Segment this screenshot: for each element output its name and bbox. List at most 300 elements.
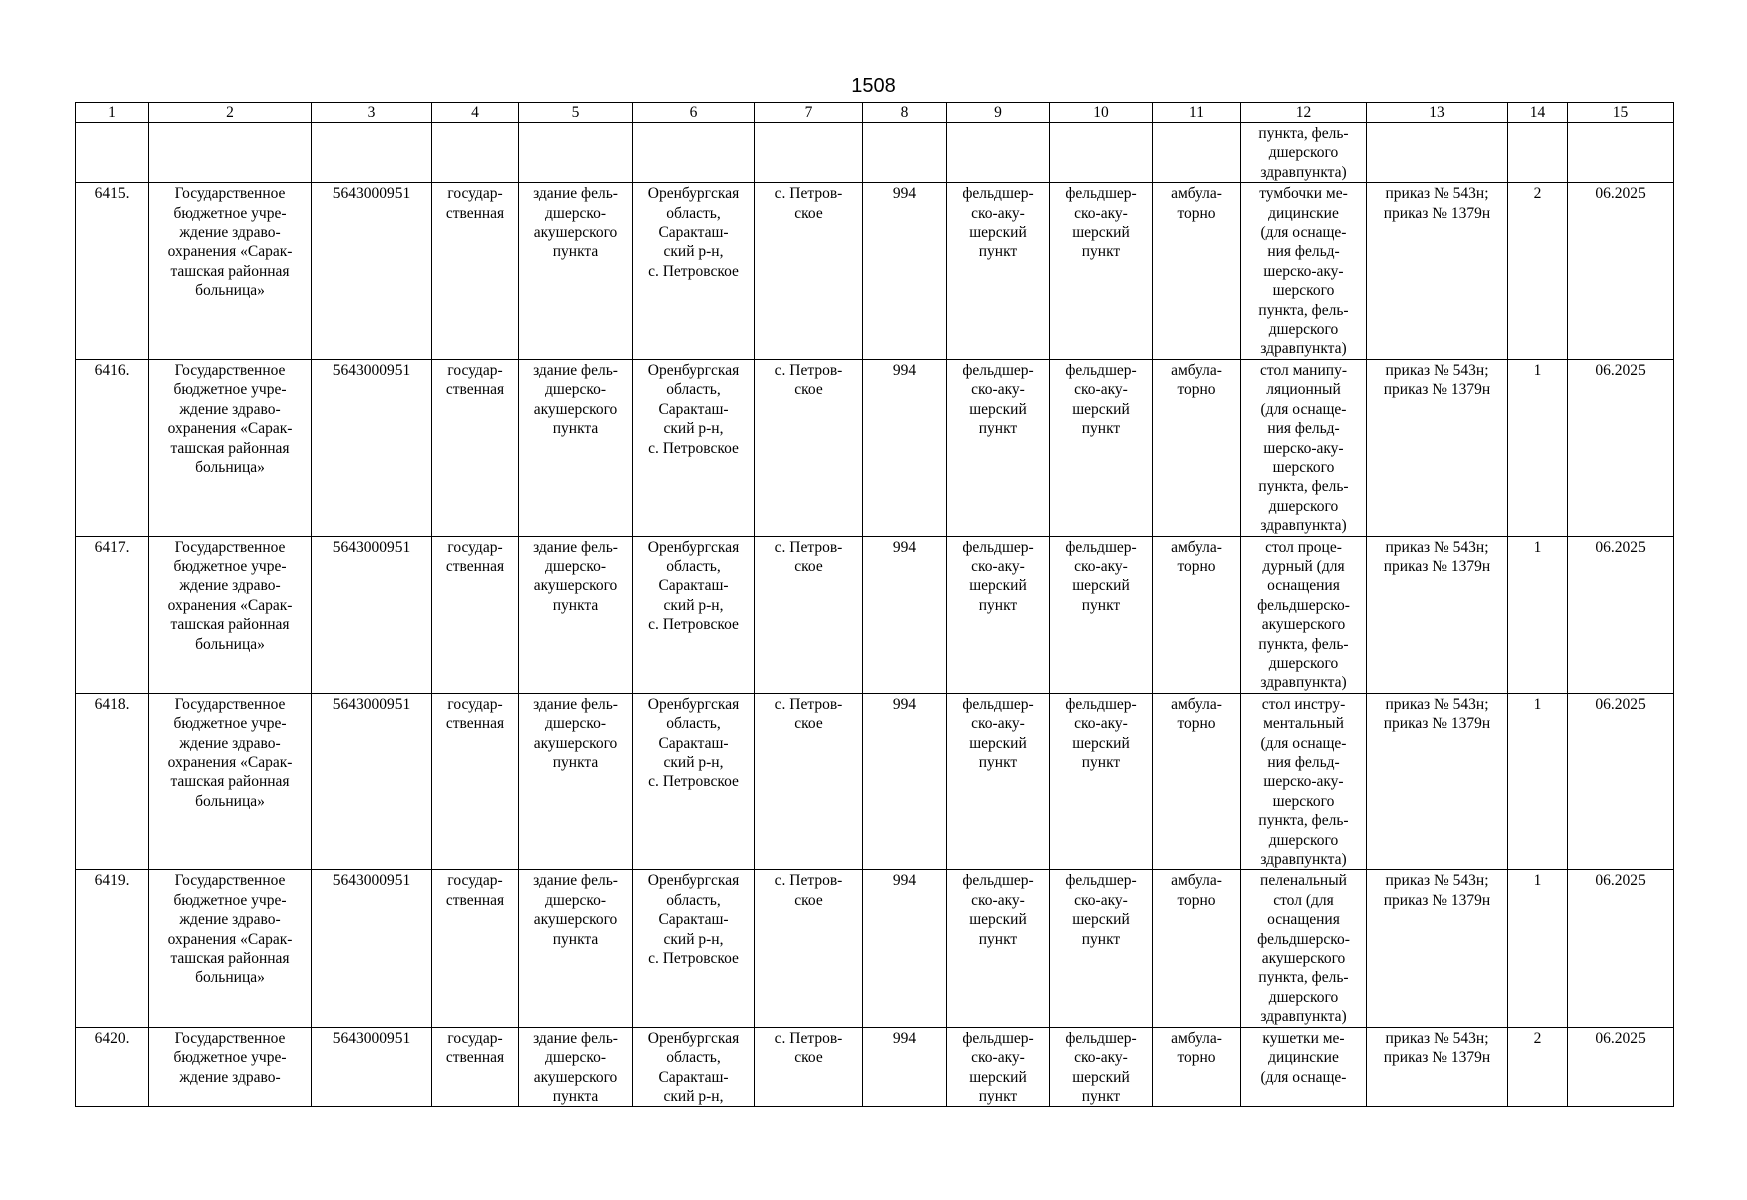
cell-text-line: ждение здраво- [179, 400, 281, 418]
cell-text-line: 06.2025 [1595, 185, 1646, 203]
cell-text-line: ментальный [1263, 715, 1344, 733]
cell-code [863, 693, 947, 870]
cell-text-line: область, [666, 557, 721, 575]
cell-facility-type [947, 183, 1050, 360]
cell-care-form [1153, 536, 1241, 693]
cell-facility-type [947, 870, 1050, 1027]
cell-text-line: 06.2025 [1595, 872, 1646, 890]
cell-ownership [432, 870, 519, 1027]
cell-inn [312, 536, 432, 693]
cell-text-line: охранения «Сарак- [167, 420, 293, 438]
cell-text-line: ско-аку- [1074, 715, 1128, 733]
cell-text-line: шерский [1072, 577, 1130, 595]
cell-text-line: Саракташ- [658, 911, 729, 929]
cell-text-line: шерский [969, 734, 1027, 752]
cell-text-line: область, [666, 204, 721, 222]
header-cell-11: 11 [1153, 103, 1241, 123]
cell-text-line: амбула- [1171, 185, 1222, 203]
cell-address [633, 1027, 755, 1107]
cell-organization [149, 1027, 312, 1107]
cell-text-line: здравпункта) [1260, 517, 1347, 535]
cell-text-line: фельдшерско- [1257, 596, 1350, 614]
cell-text-line: пункта, фель- [1258, 125, 1349, 142]
cell-code [863, 183, 947, 360]
cell-text-line: с. Петровское [648, 262, 739, 280]
cell-text-line: торно [1177, 715, 1216, 733]
cell-text-line: Саракташ- [658, 577, 729, 595]
cell-text-line: ташская районная [170, 262, 290, 280]
cell-text-line: фельдшер- [962, 361, 1034, 379]
cell-building [519, 693, 633, 870]
cell-code [863, 123, 947, 183]
cell-care-form [1153, 359, 1241, 536]
cell-equipment [1241, 536, 1367, 693]
cell-text-line: пункта, фель- [1258, 635, 1349, 653]
cell-text-line: 6417. [94, 538, 130, 556]
cell-text-line: фельдшер- [1065, 361, 1137, 379]
cell-order [1367, 870, 1508, 1027]
cell-text-line: ское [794, 204, 823, 222]
cell-ownership [432, 1027, 519, 1107]
cell-text-line: Государственное [174, 185, 286, 203]
cell-text-line: здание фель- [533, 872, 618, 890]
table-row [76, 183, 1674, 360]
cell-text-line: акушерского [1261, 950, 1346, 968]
cell-equipment [1241, 359, 1367, 536]
cell-equipment [1241, 693, 1367, 870]
cell-text-line: Оренбургская [647, 185, 740, 203]
cell-text-line: ско-аку- [1074, 1049, 1128, 1067]
cell-text-line: 6420. [94, 1029, 130, 1047]
cell-text-line: Государственное [174, 538, 286, 556]
cell-text-line: ский р-н, [663, 754, 724, 771]
cell-text-line: ственная [445, 557, 505, 575]
cell-quantity [1508, 870, 1568, 1027]
cell-inn [312, 359, 432, 536]
cell-organization [149, 870, 312, 1027]
cell-text-line: приказ № 543н; [1385, 361, 1489, 379]
cell-text-line: (для оснаще- [1260, 400, 1347, 418]
cell-text-line: 994 [892, 1029, 917, 1047]
cell-text-line: ственная [445, 204, 505, 222]
cell-text-line: ляционный [1266, 381, 1341, 399]
cell-text-line: 2 [1533, 1029, 1542, 1047]
cell-date [1568, 693, 1674, 870]
table-row [76, 123, 1674, 183]
cell-text-line: область, [666, 1049, 721, 1067]
cell-text-line: дшерского [1268, 831, 1339, 849]
cell-text-line: кушетки ме- [1262, 1029, 1345, 1047]
cell-text-line: 06.2025 [1595, 361, 1646, 379]
cell-text-line: с. Петров- [774, 185, 843, 203]
cell-text-line: фельдшер- [962, 695, 1034, 713]
cell-ownership [432, 536, 519, 693]
cell-text-line: шерский [969, 224, 1027, 242]
cell-text-line: акушерского [533, 911, 618, 929]
cell-text-line: пункта, фель- [1258, 812, 1349, 830]
cell-quantity [1508, 123, 1568, 183]
cell-text-line: приказ № 543н; [1385, 695, 1489, 713]
cell-text-line: ждение здраво- [179, 911, 281, 929]
cell-quantity [1508, 359, 1568, 536]
cell-inn [312, 870, 432, 1027]
table-row [76, 536, 1674, 693]
cell-text-line: 994 [892, 185, 917, 203]
cell-text-line: 1 [1533, 538, 1542, 556]
cell-facility-type [947, 1027, 1050, 1107]
cell-text-line: ско-аку- [1074, 204, 1128, 222]
cell-text-line: оснащения [1267, 577, 1340, 595]
cell-address [633, 536, 755, 693]
header-cell-6: 6 [633, 103, 755, 123]
cell-text-line: акушерского [533, 1068, 618, 1086]
cell-text-line: здравпункта) [1260, 1008, 1347, 1026]
cell-text-line: с. Петров- [774, 695, 843, 713]
cell-facility-type [947, 693, 1050, 870]
cell-unit-type [1050, 359, 1153, 536]
header-cell-13: 13 [1367, 103, 1508, 123]
cell-text-line: ско-аку- [1074, 891, 1128, 909]
cell-settlement [755, 183, 863, 360]
cell-number [76, 123, 149, 183]
cell-text-line: дшерско- [545, 715, 606, 733]
cell-text-line: ния фельд- [1267, 420, 1340, 438]
header-row [76, 103, 1674, 123]
cell-text-line: ния фельд- [1267, 754, 1340, 771]
header-cell-14: 14 [1508, 103, 1568, 123]
cell-text-line: фельдшер- [1065, 872, 1137, 890]
cell-text-line: охранения «Сарак- [167, 754, 293, 771]
cell-text-line: дшерско- [545, 557, 606, 575]
cell-text-line: ташская районная [170, 439, 290, 457]
cell-care-form [1153, 123, 1241, 183]
cell-text-line: фельдшер- [962, 538, 1034, 556]
cell-text-line: бюджетное учре- [173, 715, 287, 733]
cell-number [76, 359, 149, 536]
cell-text-line: пункта [552, 596, 599, 614]
cell-text-line: шерский [1072, 734, 1130, 752]
cell-text-line: ственная [445, 1049, 505, 1067]
cell-text-line: шерско-аку- [1263, 262, 1344, 280]
cell-number [76, 536, 149, 693]
table-row [76, 1027, 1674, 1107]
cell-text-line: Государственное [174, 361, 286, 379]
cell-text-line: 06.2025 [1595, 538, 1646, 556]
cell-text-line: амбула- [1171, 361, 1222, 379]
cell-text-line: дицинские [1268, 1049, 1339, 1067]
cell-text-line: ташская районная [170, 616, 290, 634]
cell-address [633, 693, 755, 870]
cell-text-line: торно [1177, 1049, 1216, 1067]
cell-text-line: Государственное [174, 695, 286, 713]
cell-text-line: ский р-н, [663, 930, 724, 948]
cell-text-line: с. Петров- [774, 1029, 843, 1047]
page-number: 1508 [851, 75, 896, 97]
cell-text-line: фельдшер- [962, 1029, 1034, 1047]
cell-building [519, 123, 633, 183]
cell-text-line: ско-аку- [971, 381, 1025, 399]
cell-text-line: ско-аку- [1074, 381, 1128, 399]
cell-text-line: оснащения [1267, 911, 1340, 929]
cell-text-line: 1 [1533, 872, 1542, 890]
cell-text-line: приказ № 543н; [1385, 538, 1489, 556]
cell-order [1367, 693, 1508, 870]
cell-text-line: фельдшер- [1065, 538, 1137, 556]
cell-text-line: ское [794, 715, 823, 733]
cell-text-line: бюджетное учре- [173, 557, 287, 575]
cell-text-line: пункт [1081, 930, 1121, 948]
cell-text-line: пункт [978, 754, 1018, 771]
cell-text-line: 1 [1533, 695, 1542, 713]
cell-code [863, 536, 947, 693]
cell-text-line: (для оснаще- [1260, 224, 1347, 242]
cell-text-line: Саракташ- [658, 224, 729, 242]
cell-care-form [1153, 1027, 1241, 1107]
cell-text-line: шерского [1272, 458, 1335, 476]
cell-text-line: пункт [1081, 596, 1121, 614]
cell-text-line: охранения «Сарак- [167, 930, 293, 948]
cell-inn [312, 183, 432, 360]
cell-text-line: ское [794, 891, 823, 909]
cell-text-line: ское [794, 1049, 823, 1067]
cell-text-line: Саракташ- [658, 734, 729, 752]
cell-text-line: охранения «Сарак- [167, 596, 293, 614]
cell-code [863, 359, 947, 536]
cell-text-line: ния фельд- [1267, 243, 1340, 261]
cell-number [76, 1027, 149, 1107]
cell-text-line: ский р-н, [663, 420, 724, 438]
cell-text-line: дшерско- [545, 381, 606, 399]
cell-date [1568, 536, 1674, 693]
cell-text-line: шерский [1072, 911, 1130, 929]
cell-text-line: пункта [552, 754, 599, 771]
cell-text-line: пункта, фель- [1258, 969, 1349, 987]
cell-text-line: 5643000951 [332, 538, 411, 556]
cell-organization [149, 536, 312, 693]
cell-text-line: акушерского [1261, 616, 1346, 634]
cell-facility-type [947, 359, 1050, 536]
cell-text-line: больница» [195, 792, 265, 810]
cell-text-line: ско-аку- [971, 204, 1025, 222]
cell-ownership [432, 359, 519, 536]
cell-text-line: государ- [447, 361, 503, 379]
cell-text-line: стол проце- [1265, 538, 1342, 556]
cell-text-line: акушерского [533, 734, 618, 752]
cell-text-line: дшерско- [545, 891, 606, 909]
header-cell-2: 2 [149, 103, 312, 123]
cell-order [1367, 536, 1508, 693]
cell-unit-type [1050, 693, 1153, 870]
header-cell-3: 3 [312, 103, 432, 123]
cell-text-line: пункта, фель- [1258, 478, 1349, 496]
cell-text-line: (для оснаще- [1260, 734, 1347, 752]
cell-date [1568, 870, 1674, 1027]
cell-text-line: дшерского [1268, 321, 1339, 339]
table-body [76, 123, 1674, 1107]
cell-settlement [755, 870, 863, 1027]
cell-building [519, 536, 633, 693]
header-cell-1: 1 [76, 103, 149, 123]
cell-text-line: ское [794, 381, 823, 399]
cell-ownership [432, 183, 519, 360]
cell-number [76, 693, 149, 870]
cell-facility-type [947, 123, 1050, 183]
cell-text-line: шерско-аку- [1263, 439, 1344, 457]
cell-text-line: 994 [892, 872, 917, 890]
cell-quantity [1508, 693, 1568, 870]
cell-text-line: амбула- [1171, 695, 1222, 713]
cell-text-line: шерский [969, 1068, 1027, 1086]
cell-text-line: 994 [892, 361, 917, 379]
cell-care-form [1153, 183, 1241, 360]
cell-text-line: фельдшер- [962, 872, 1034, 890]
cell-text-line: бюджетное учре- [173, 381, 287, 399]
header-cell-4: 4 [432, 103, 519, 123]
cell-text-line: 5643000951 [332, 185, 411, 203]
cell-text-line: приказ № 1379н [1383, 1049, 1491, 1067]
cell-text-line: область, [666, 381, 721, 399]
cell-text-line: Оренбургская [647, 1029, 740, 1047]
cell-text-line: фельдшер- [1065, 185, 1137, 203]
cell-text-line: с. Петровское [648, 439, 739, 457]
cell-text-line: дшерского [1268, 988, 1339, 1006]
table-row [76, 359, 1674, 536]
cell-text-line: с. Петровское [648, 950, 739, 968]
cell-text-line: Оренбургская [647, 538, 740, 556]
cell-code [863, 1027, 947, 1107]
cell-text-line: область, [666, 891, 721, 909]
cell-text-line: дурный (для [1262, 557, 1345, 575]
cell-unit-type [1050, 123, 1153, 183]
cell-text-line: здание фель- [533, 695, 618, 713]
cell-text-line: амбула- [1171, 1029, 1222, 1047]
cell-text-line: приказ № 543н; [1385, 872, 1489, 890]
cell-inn [312, 1027, 432, 1107]
cell-settlement [755, 1027, 863, 1107]
cell-text-line: ственная [445, 891, 505, 909]
cell-text-line: ташская районная [170, 950, 290, 968]
cell-text-line: ско-аку- [1074, 557, 1128, 575]
cell-ownership [432, 123, 519, 183]
cell-text-line: пункт [1081, 1087, 1121, 1105]
cell-building [519, 359, 633, 536]
cell-number [76, 183, 149, 360]
header-cell-15: 15 [1568, 103, 1674, 123]
cell-text-line: амбула- [1171, 538, 1222, 556]
cell-text-line: пункта [552, 930, 599, 948]
cell-text-line: пункт [1081, 420, 1121, 438]
cell-text-line: торно [1177, 204, 1216, 222]
cell-quantity [1508, 536, 1568, 693]
cell-text-line: шерский [969, 400, 1027, 418]
cell-building [519, 1027, 633, 1107]
cell-text-line: дшерско- [545, 1049, 606, 1067]
cell-facility-type [947, 536, 1050, 693]
cell-text-line: здание фель- [533, 185, 618, 203]
cell-order [1367, 123, 1508, 183]
cell-address [633, 183, 755, 360]
cell-organization [149, 359, 312, 536]
cell-text-line: пункта, фель- [1258, 301, 1349, 319]
cell-text-line: пеленальный [1260, 872, 1347, 890]
cell-text-line: Оренбургская [647, 695, 740, 713]
cell-equipment [1241, 183, 1367, 360]
cell-equipment [1241, 123, 1367, 183]
cell-text-line: Государственное [174, 1029, 286, 1047]
cell-text-line: с. Петров- [774, 538, 843, 556]
cell-text-line: ждение здраво- [179, 577, 281, 595]
cell-text-line: 994 [892, 538, 917, 556]
cell-ownership [432, 693, 519, 870]
cell-unit-type [1050, 536, 1153, 693]
cell-text-line: больница» [195, 282, 265, 300]
cell-text-line: шерский [1072, 1068, 1130, 1086]
cell-text-line: торно [1177, 381, 1216, 399]
cell-number [76, 870, 149, 1027]
cell-text-line: пункт [978, 243, 1018, 261]
cell-text-line: 6419. [94, 872, 130, 890]
cell-text-line: пункт [978, 930, 1018, 948]
cell-address [633, 870, 755, 1027]
cell-text-line: приказ № 1379н [1383, 557, 1491, 575]
cell-date [1568, 123, 1674, 183]
cell-organization [149, 693, 312, 870]
header-cell-7: 7 [755, 103, 863, 123]
cell-text-line: здравпункта) [1260, 851, 1347, 869]
cell-text-line: шерский [1072, 224, 1130, 242]
table-row [76, 693, 1674, 870]
cell-order [1367, 183, 1508, 360]
cell-text-line: 5643000951 [332, 1029, 411, 1047]
cell-unit-type [1050, 183, 1153, 360]
cell-text-line: государ- [447, 695, 503, 713]
cell-date [1568, 359, 1674, 536]
cell-text-line: область, [666, 715, 721, 733]
header-cell-10: 10 [1050, 103, 1153, 123]
cell-text-line: 06.2025 [1595, 695, 1646, 713]
cell-organization [149, 123, 312, 183]
cell-text-line: приказ № 543н; [1385, 1029, 1489, 1047]
header-cell-12: 12 [1241, 103, 1367, 123]
cell-text-line: 6418. [94, 695, 130, 713]
cell-text-line: 5643000951 [332, 872, 411, 890]
cell-text-line: ско-аку- [971, 715, 1025, 733]
cell-text-line: приказ № 1379н [1383, 715, 1491, 733]
cell-text-line: приказ № 1379н [1383, 204, 1491, 222]
cell-text-line: шерский [969, 911, 1027, 929]
cell-text-line: Саракташ- [658, 400, 729, 418]
cell-settlement [755, 693, 863, 870]
cell-text-line: дшерского [1268, 144, 1339, 162]
header-cell-9: 9 [947, 103, 1050, 123]
cell-text-line: с. Петров- [774, 361, 843, 379]
cell-text-line: шерский [1072, 400, 1130, 418]
cell-organization [149, 183, 312, 360]
cell-care-form [1153, 693, 1241, 870]
cell-text-line: бюджетное учре- [173, 891, 287, 909]
cell-text-line: ский р-н, [663, 243, 724, 261]
cell-text-line: торно [1177, 891, 1216, 909]
cell-text-line: ско-аку- [971, 557, 1025, 575]
cell-equipment [1241, 1027, 1367, 1107]
cell-text-line: больница» [195, 635, 265, 653]
cell-text-line: фельдшер- [962, 185, 1034, 203]
cell-text-line: 06.2025 [1595, 1029, 1646, 1047]
cell-text-line: ственная [445, 381, 505, 399]
cell-text-line: пункт [978, 1087, 1018, 1105]
cell-text-line: ственная [445, 715, 505, 733]
cell-text-line: приказ № 1379н [1383, 891, 1491, 909]
